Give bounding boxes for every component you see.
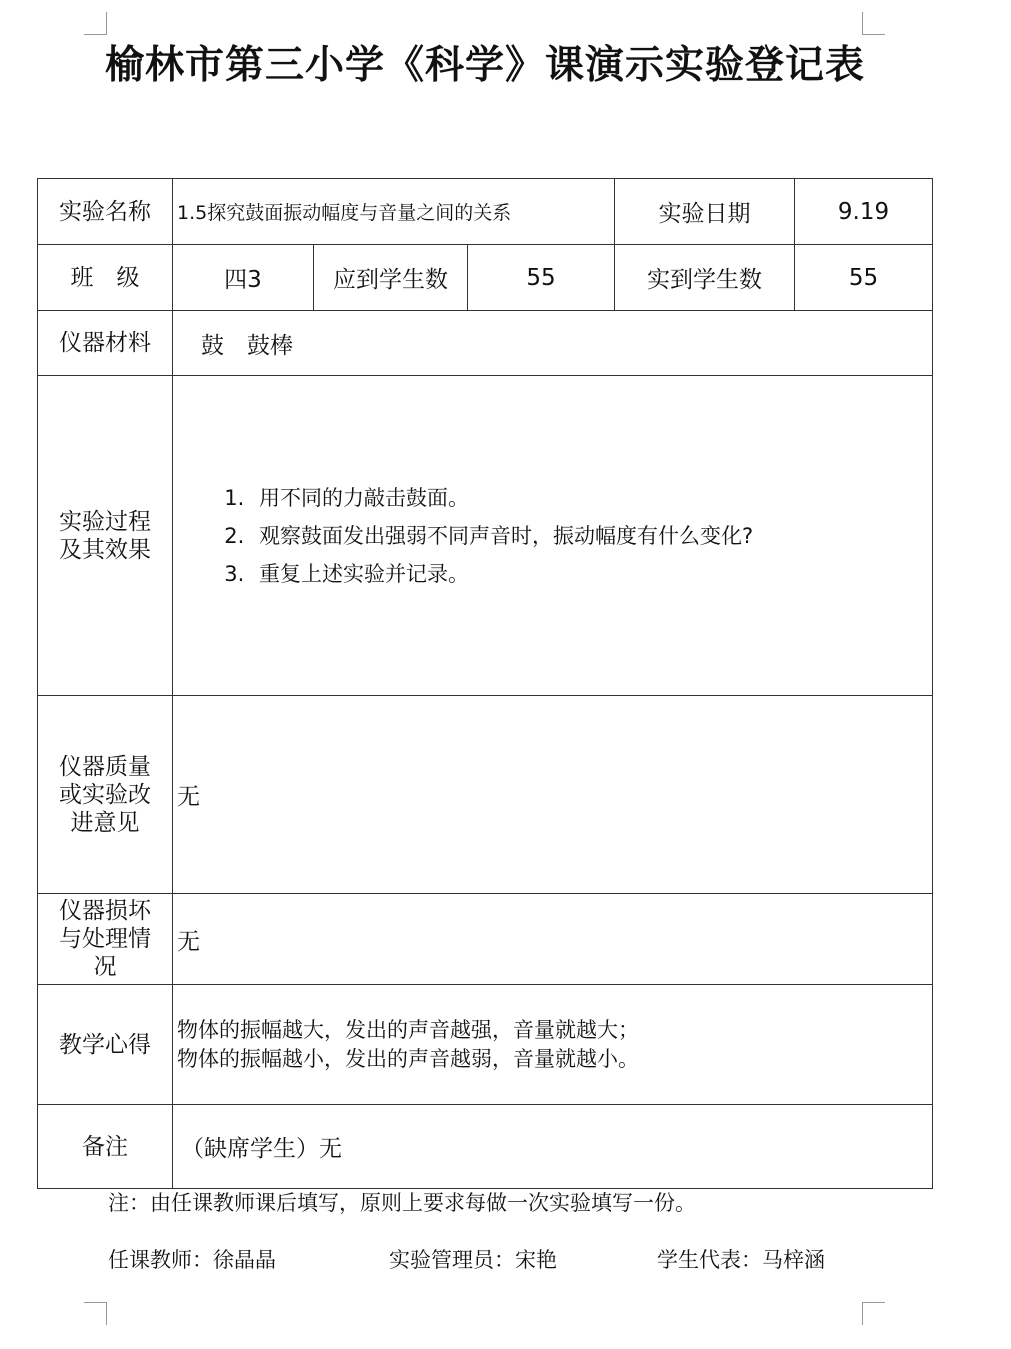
reflection-label: 教学心得 (38, 985, 173, 1105)
row-materials (38, 311, 933, 376)
remarks-value: （缺席学生）无 (173, 1105, 933, 1189)
damage-label-line: 与处理情 (59, 926, 151, 952)
process-content (173, 376, 933, 696)
damage-label-line: 况 (93, 954, 117, 980)
row-process (38, 376, 933, 696)
experiment-name-value: 1.5探究鼓面振动幅度与音量之间的关系 (173, 179, 615, 245)
damage-label-line: 仪器损坏 (59, 898, 151, 924)
class-value: 四3 (173, 245, 314, 311)
experiment-date-value: 9.19 (795, 179, 933, 245)
page-corner-mark-top-right (862, 12, 885, 35)
process-steps-list (173, 479, 932, 593)
page-corner-mark-top-left (84, 12, 107, 35)
page-title: 榆林市第三小学《科学》课演示实验登记表 (104, 43, 865, 88)
process-step: 1. 用不同的力敲击鼓面。 (251, 479, 932, 517)
quality-label-line: 仪器质量 (59, 753, 151, 780)
lab-admin-signature: 实验管理员：宋艳 (389, 1248, 557, 1272)
row-remarks (38, 1105, 933, 1189)
experiment-date-label: 实验日期 (615, 179, 795, 245)
row-class (38, 245, 933, 311)
class-label: 班 级 (38, 245, 173, 311)
reflection-line: 物体的振幅越大，发出的声音越强，音量就越大； (177, 1017, 639, 1042)
reflection-value (173, 985, 933, 1105)
row-damage (38, 894, 933, 985)
experiment-register-table (37, 178, 933, 1189)
actual-students-label: 实到学生数 (615, 245, 795, 311)
process-label-line: 实验过程 (59, 508, 151, 535)
page-corner-mark-bottom-left (84, 1302, 107, 1325)
experiment-name-label: 实验名称 (38, 179, 173, 245)
process-label (38, 376, 173, 696)
damage-value: 无 (173, 894, 933, 985)
student-representative-signature: 学生代表：马梓涵 (657, 1248, 825, 1272)
row-experiment-name (38, 179, 933, 245)
row-reflection (38, 985, 933, 1105)
quality-value: 无 (173, 696, 933, 894)
reflection-line: 物体的振幅越小，发出的声音越弱，音量就越小。 (177, 1046, 639, 1071)
actual-students-value: 55 (795, 245, 933, 311)
footer-note: 注：由任课教师课后填写，原则上要求每做一次实验填写一份。 (108, 1191, 696, 1215)
expected-students-label: 应到学生数 (314, 245, 468, 311)
process-step: 3. 重复上述实验并记录。 (251, 555, 932, 593)
process-label-line: 及其效果 (59, 536, 151, 563)
materials-label: 仪器材料 (38, 311, 173, 376)
row-quality (38, 696, 933, 894)
process-step: 2. 观察鼓面发出强弱不同声音时，振动幅度有什么变化? (251, 517, 932, 555)
teacher-signature: 任课教师：徐晶晶 (108, 1248, 276, 1272)
page-corner-mark-bottom-right (862, 1302, 885, 1325)
expected-students-value: 55 (468, 245, 615, 311)
quality-label-line: 进意见 (70, 809, 140, 836)
materials-value: 鼓 鼓棒 (173, 311, 933, 376)
quality-label-line: 或实验改 (59, 781, 151, 808)
quality-label (38, 696, 173, 894)
damage-label (38, 894, 173, 985)
remarks-label: 备注 (38, 1105, 173, 1189)
